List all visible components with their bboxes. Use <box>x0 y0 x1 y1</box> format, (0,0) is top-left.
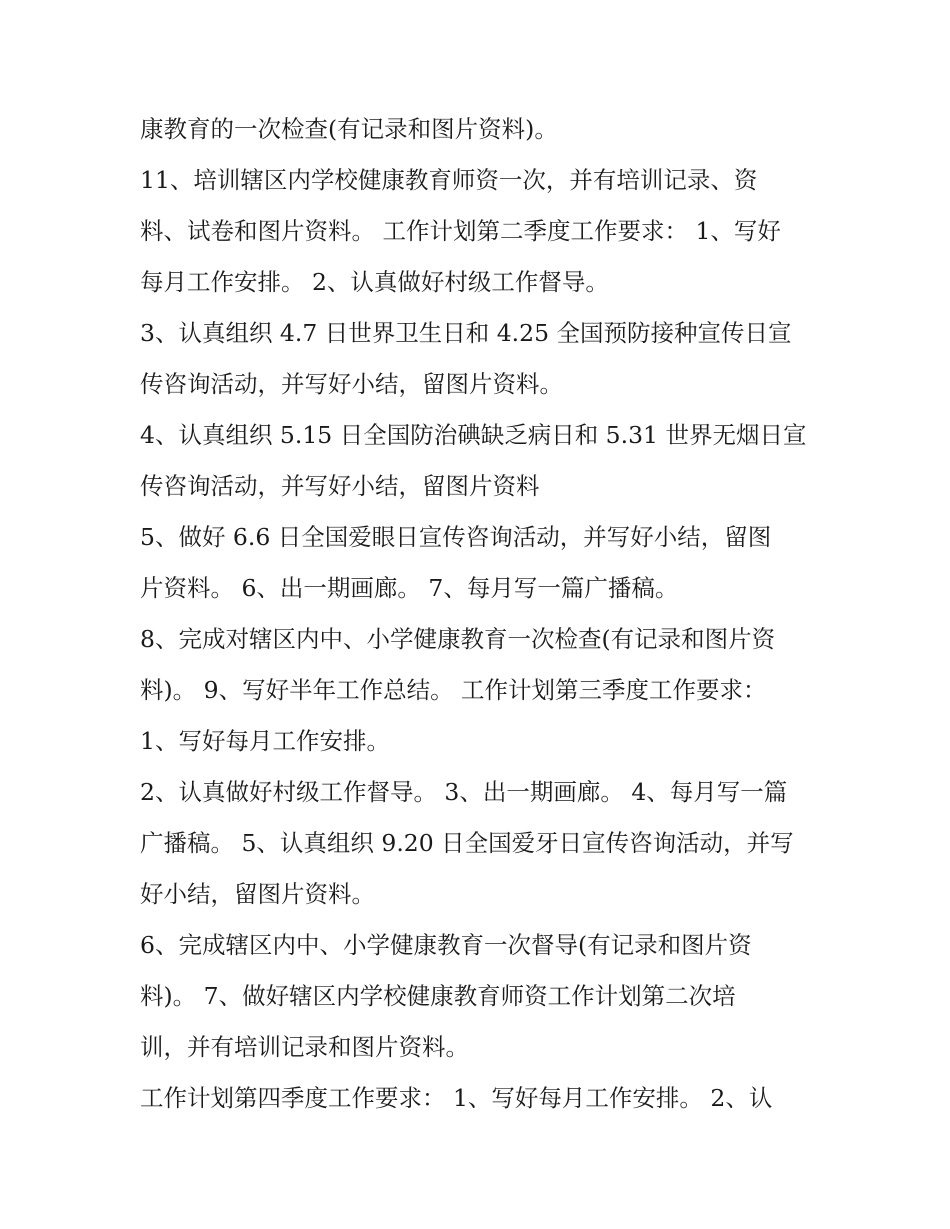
text-line: 6、完成辖区内中、小学健康教育一次督导(有记录和图片资 <box>140 931 752 959</box>
text-line: 传咨询活动，并写好小结，留图片资料。 <box>140 370 563 398</box>
text-line: 2、认真做好村级工作督导。 3、出一期画廊。 4、每月写一篇 <box>140 778 788 806</box>
text-line: 好小结，留图片资料。 <box>140 880 375 908</box>
text-line: 4、认真组织 5.15 日全国防治碘缺乏病日和 5.31 世界无烟日宣 <box>140 421 807 449</box>
text-line: 料)。 9、写好半年工作总结。 工作计划第三季度工作要求： <box>140 676 767 704</box>
text-line: 8、完成对辖区内中、小学健康教育一次检查(有记录和图片资 <box>140 625 776 653</box>
text-line: 料)。 7、做好辖区内学校健康教育师资工作计划第二次培 <box>140 982 736 1010</box>
document-body <box>140 104 820 1124</box>
text-line: 广播稿。 5、认真组织 9.20 日全国爱牙日宣传咨询活动，并写 <box>140 829 794 857</box>
text-line: 11、培训辖区内学校健康教育师资一次，并有培训记录、资 <box>140 166 758 194</box>
text-line: 每月工作安排。 2、认真做好村级工作督导。 <box>140 268 609 296</box>
text-line: 工作计划第四季度工作要求： 1、写好每月工作安排。 2、认 <box>140 1084 773 1112</box>
text-line: 3、认真组织 4.7 日世界卫生日和 4.25 全国预防接种宣传日宣 <box>140 319 792 347</box>
text-line: 片资料。 6、出一期画廊。 7、每月写一篇广播稿。 <box>140 574 679 602</box>
text-line: 1、写好每月工作安排。 <box>140 727 390 755</box>
text-line: 训，并有培训记录和图片资料。 <box>140 1033 469 1061</box>
text-line: 料、试卷和图片资料。 工作计划第二季度工作要求： 1、写好 <box>140 217 781 245</box>
text-line: 传咨询活动，并写好小结，留图片资料 <box>140 472 540 500</box>
text-line: 5、做好 6.6 日全国爱眼日宣传咨询活动，并写好小结，留图 <box>140 523 772 551</box>
text-line: 康教育的一次检查(有记录和图片资料)。 <box>140 115 558 143</box>
